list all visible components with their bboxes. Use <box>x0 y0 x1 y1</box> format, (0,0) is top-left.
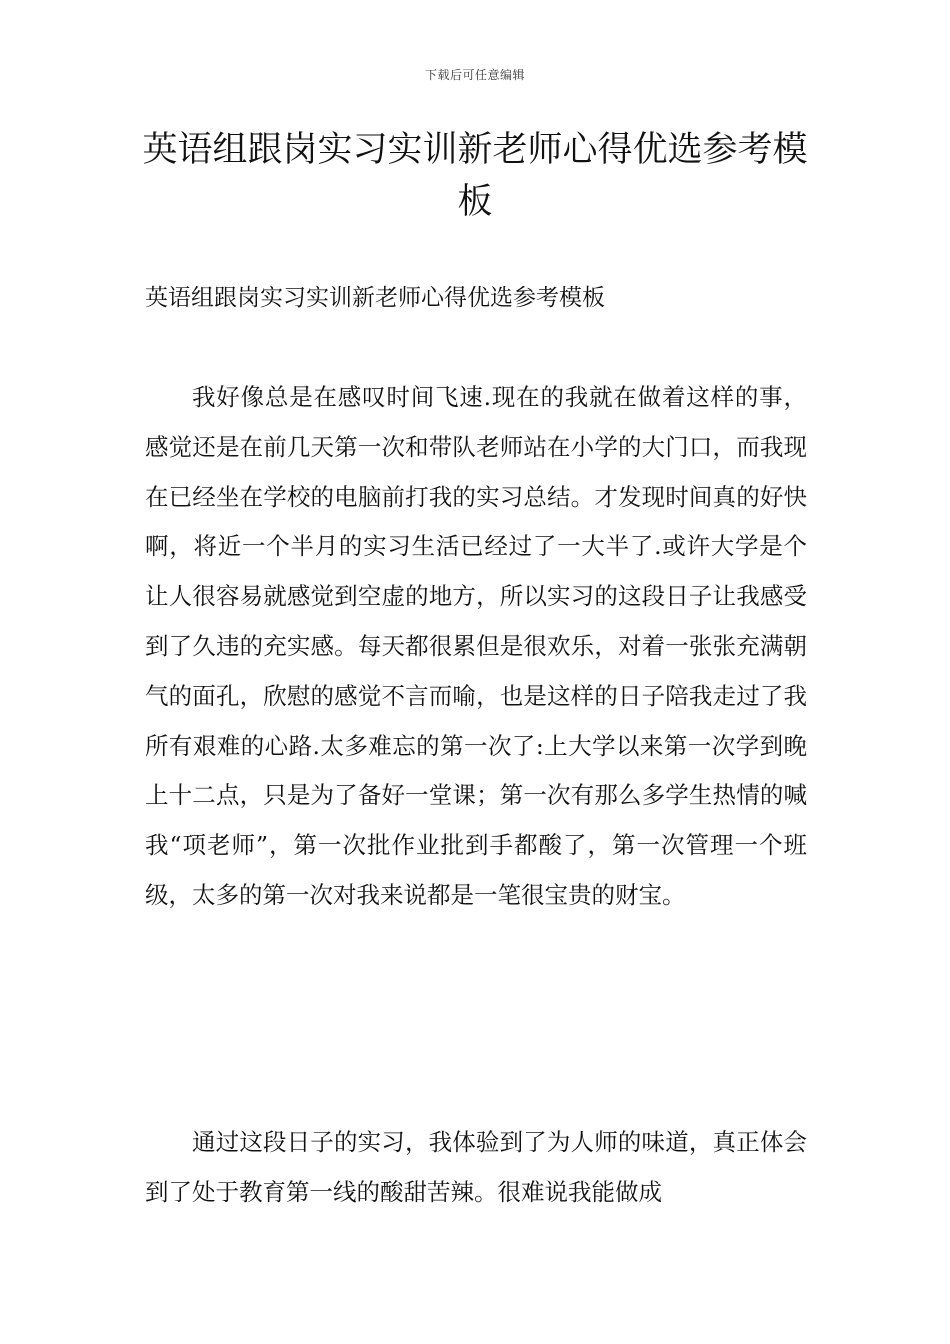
document-subtitle: 英语组跟岗实习实训新老师心得优选参考模板 <box>145 285 605 311</box>
header-note: 下载后可任意编辑 <box>424 68 525 82</box>
body-paragraph: 通过这段日子的实习，我体验到了为人师的味道，真正体会到了处于教育第一线的酸甜苦辣。很难说我能做成 <box>145 1128 807 1206</box>
document-title: 英语组跟岗实习实训新老师心得优选参考模板 <box>142 130 808 222</box>
body-paragraph: 我好像总是在感叹时间飞速.现在的我就在做着这样的事，感觉还是在前几天第一次和带队老师站在小学的大门口，而我现在已经坐在学校的电脑前打我的实习总结。才发现时间真的好快啊，将近一个半月的实习生活已经过了一大半了.或许大学是个让人很容易就感觉到空虚的地方，所以实习的这段日子让我感受到了久违的充实感。每天都很累但是很欢乐，对着一张张充满朝气的面孔，欣慰的感觉不言而喻，也是这样的日子陪我走过了我所有艰难的心路.太多难忘的第一次了:上大学以来第一次学到晚上十二点，只是为了备好一堂课；第一次有那么多学生热情的喊我“项老师”，第一次批作业批到手都酸了，第一次管理一个班级，太多的第一次对我来说都是一笔很宝贵的财宝。 <box>145 383 807 909</box>
